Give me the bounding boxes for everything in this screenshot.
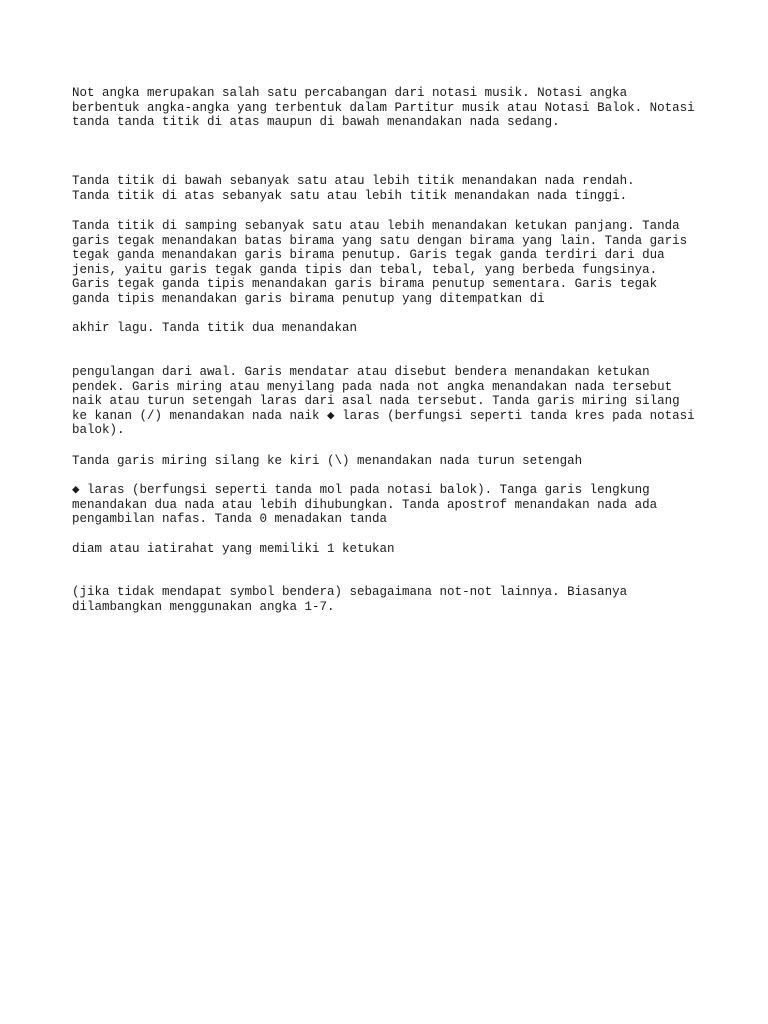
paragraph-3: Tanda titik di samping sebanyak satu atau lebih menandakan ketukan panjang. Tanda garis tegak menandakan batas birama yang satu dengan birama yang lain. Tanda garis tegak ganda menandakan garis birama penutup. Garis tegak ganda terdiri dari dua jenis, yaitu garis tegak ganda tipis dan tebal, tebal, yang berbeda fungsinya. Garis tegak ganda tipis menandakan garis birama penutup sementara. Garis tegak ganda tipis menandakan garis birama penutup yang ditempatkan di: [72, 219, 688, 306]
paragraph-5: pengulangan dari awal. Garis mendatar atau disebut bendera menandakan ketukan pendek. Garis miring atau menyilang pada nada not angka menandakan nada tersebut naik atau turun setengah laras dari asal nada tersebut. Tanda garis miring silang ke kanan (/) menandakan nada naik ◆ laras (berfungsi seperti tanda kres pada notasi balok).: [72, 365, 695, 438]
paragraph-6: Tanda garis miring silang ke kiri (\) menandakan nada turun setengah: [72, 454, 583, 468]
paragraph-1: Not angka merupakan salah satu percabangan dari notasi musik. Notasi angka berbentuk angka-angka yang terbentuk dalam Partitur musik atau Notasi Balok. Notasi tanda tanda titik di atas maupun di bawah menandakan nada sedang.: [72, 86, 695, 130]
paragraph-9: (jika tidak mendapat symbol bendera) sebagaimana not-not lainnya. Biasanya dilambangkan menggunakan angka 1-7.: [72, 585, 628, 614]
paragraph-2: Tanda titik di bawah sebanyak satu atau lebih titik menandakan nada rendah. Tanda titik di atas sebanyak satu atau lebih titik menandakan nada tinggi.: [72, 174, 635, 203]
paragraph-8: diam atau iatirahat yang memiliki 1 ketukan: [72, 542, 395, 556]
paragraph-7: ◆ laras (berfungsi seperti tanda mol pada notasi balok). Tanga garis lengkung menandakan dua nada atau lebih dihubungkan. Tanda apostrof menandakan nada ada pengambilan nafas. Tanda 0 menadakan tanda: [72, 483, 658, 527]
paragraph-4: akhir lagu. Tanda titik dua menandakan: [72, 321, 358, 335]
